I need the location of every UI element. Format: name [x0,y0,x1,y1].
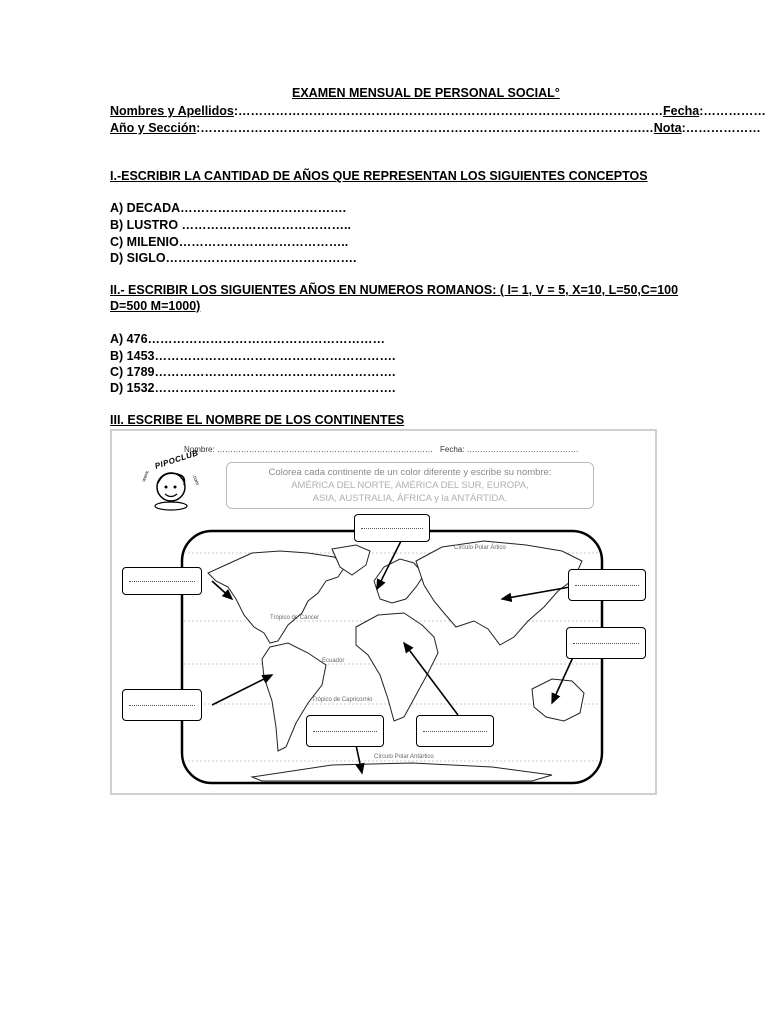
grade-label: Nota [653,121,682,135]
section1-item-b[interactable]: B) LUSTRO ………………………………….. [110,218,351,232]
world-map [112,431,657,795]
answer-box-south-america[interactable] [122,689,202,721]
answer-box-africa[interactable] [416,715,494,747]
asia-shape [416,541,582,645]
date-field[interactable]: :…………… [699,104,766,118]
equator-label: Ecuador [322,658,345,664]
australia-shape [532,679,584,721]
logo-side-right: .com [190,473,201,487]
section2-item-d[interactable]: D) 1532…………………………………………………. [110,381,396,395]
section2-heading-line2: D=500 M=1000) [110,299,201,313]
antarctic-label: Círculo Polar Antártico [374,754,434,760]
arrow-south-america [212,675,272,705]
africa-shape [356,613,438,721]
section2-item-a[interactable]: A) 476………………………………………………… [110,332,386,346]
answer-box-asia[interactable] [568,569,646,601]
answer-box-antarctica[interactable] [306,715,384,747]
capricorn-label: Trópico de Capricornio [312,697,373,703]
section2-heading-line1: II.- ESCRIBIR LOS SIGUIENTES AÑOS EN NUMEROS ROMANOS: ( I= 1, V = 5, X=10, L=50,C=100 [110,283,679,297]
instruction-line-3: ASIA, AUSTRALIA, ÁFRICA y la ANTÁRTIDA. [312,493,508,504]
page-title: EXAMEN MENSUAL DE PERSONAL SOCIAL° [292,86,560,100]
worksheet-name-line: Nombre: ……………………………………………………………………… [184,445,433,454]
instruction-line-1: Colorea cada continente de un color diferente y escribe su nombre: [268,467,552,478]
section1-item-d[interactable]: D) SIGLO………………………………………. [110,251,357,265]
continents-worksheet [110,429,657,795]
year-label: Año y Sección [110,121,197,135]
answer-box-europe[interactable] [354,514,430,542]
names-label: Nombres y Apellidos [110,104,234,118]
section1-item-a[interactable]: A) DECADA…………………………………. [110,201,347,215]
section2-item-b[interactable]: B) 1453…………………………………………………. [110,349,396,363]
section1-item-c[interactable]: C) MILENIO………………………………….. [110,235,349,249]
answer-box-australia[interactable] [566,627,646,659]
section1-heading: I.-ESCRIBIR LA CANTIDAD DE AÑOS QUE REPRESENTAN LOS SIGUIENTES CONCEPTOS [110,169,648,183]
names-field[interactable]: :………………………………………………………………………………………… [233,104,664,118]
antarctica-shape [252,763,552,781]
logo-text: PIPOCLUB [153,448,200,471]
arctic-label: Círculo Polar Ártico [454,545,506,551]
names-row [110,103,766,119]
grade-field[interactable]: :……………… [681,121,761,135]
continents [208,541,584,781]
year-field[interactable]: :…………………………………………………………………………………………….… [196,121,654,135]
worksheet-date-line: Fecha: …………………………………… [440,445,579,454]
section2-item-c[interactable]: C) 1789…………………………………………………. [110,365,396,379]
year-row [110,120,761,136]
answer-box-north-america[interactable] [122,567,202,595]
logo-side-left: www. [141,469,151,483]
cancer-label: Trópico de Cáncer [270,615,320,621]
date-label: Fecha [663,104,700,118]
instruction-line-2: AMÉRICA DEL NORTE, AMÉRICA DEL SUR, EUROPA, [291,480,529,491]
section3-heading: III. ESCRIBE EL NOMBRE DE LOS CONTINENTES [110,413,405,427]
